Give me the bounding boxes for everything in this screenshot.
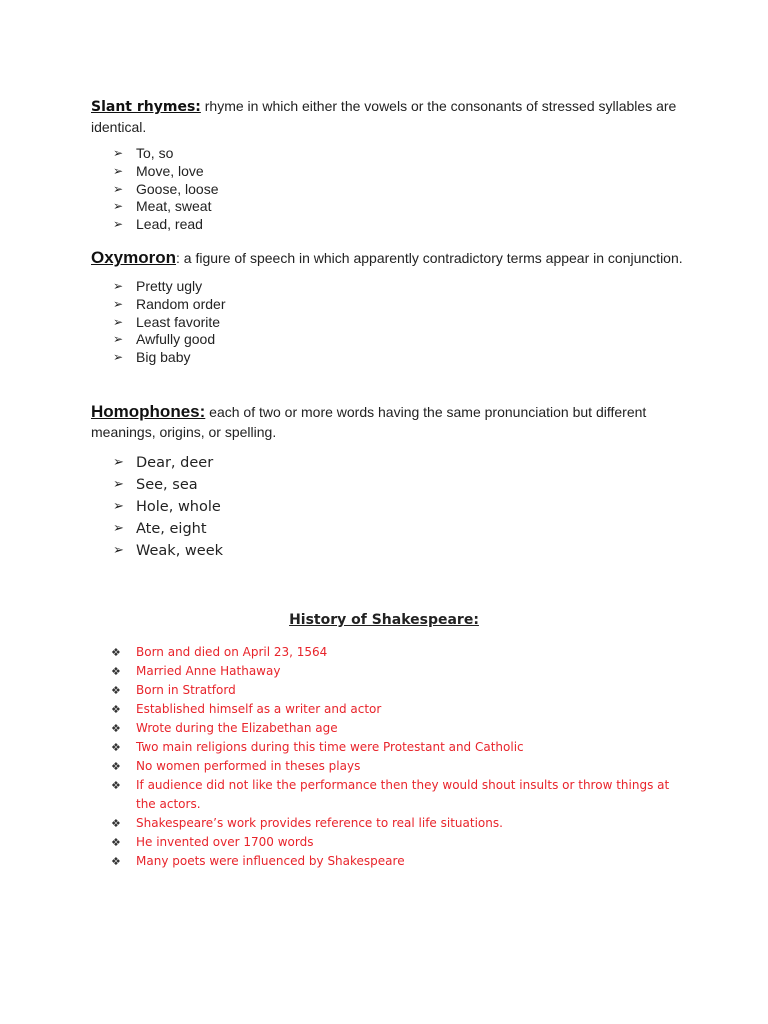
list-item: ➢ See, sea	[91, 474, 691, 496]
list-item: ➢ Lead, read	[113, 216, 203, 233]
arrow-bullet-icon: ➢	[113, 521, 124, 536]
diamond-bullet-icon: ❖	[111, 760, 121, 773]
homophones-list	[91, 452, 691, 562]
homophones-text: each of two or more words having the same pronunciation but different meanings, origins, or spelling.	[91, 404, 647, 440]
list-item: ❖ Shakespeare’s work provides reference to real life situations.	[91, 814, 676, 833]
arrow-bullet-icon: ➢	[113, 199, 124, 214]
list-item: ❖ Wrote during the Elizabethan age	[91, 719, 676, 738]
diamond-bullet-icon: ❖	[111, 855, 121, 868]
list-item: ➢ Hole, whole	[91, 496, 691, 518]
list-item: ❖ Married Anne Hathaway	[91, 662, 676, 681]
list-item: ➢ Random order	[113, 295, 226, 312]
arrow-bullet-icon: ➢	[113, 543, 124, 558]
arrow-bullet-icon: ➢	[113, 217, 124, 232]
slant-rhymes-term: Slant rhymes:	[91, 99, 201, 115]
diamond-bullet-icon: ❖	[111, 703, 121, 716]
diamond-bullet-icon: ❖	[111, 646, 121, 659]
list-item: ❖ Many poets were influenced by Shakespeare	[91, 852, 676, 871]
arrow-bullet-icon: ➢	[113, 163, 124, 178]
oxymoron-definition	[91, 248, 691, 268]
list-item: ➢ To, so	[113, 145, 174, 161]
arrow-bullet-icon: ➢	[113, 279, 124, 293]
list-item: ➢ Least favorite	[113, 313, 221, 330]
history-section	[91, 643, 691, 871]
homophones-section	[91, 402, 691, 562]
arrow-bullet-icon: ➢	[113, 146, 124, 160]
list-item: ➢ Awfully good	[113, 331, 216, 348]
list-item: ❖ No women performed in theses plays	[91, 757, 676, 776]
list-item: ➢ Goose, loose	[113, 180, 219, 197]
diamond-bullet-icon: ❖	[111, 779, 121, 792]
list-item: ➢ Move, love	[113, 162, 204, 179]
homophones-definition	[91, 402, 691, 442]
oxymoron-list	[91, 278, 691, 367]
list-item: ➢ Pretty ugly	[113, 278, 203, 294]
arrow-bullet-icon: ➢	[113, 181, 124, 196]
list-item: ➢ Weak, week	[91, 540, 691, 562]
list-item: ➢ Big baby	[113, 349, 191, 366]
slant-rhymes-list	[91, 145, 691, 234]
diamond-bullet-icon: ❖	[111, 722, 121, 735]
list-item: ❖ Born in Stratford	[91, 681, 676, 700]
slant-rhymes-text: rhyme in which either the vowels or the consonants of stressed syllables are identical.	[91, 98, 677, 135]
list-item: ➢ Meat, sweat	[113, 198, 212, 215]
homophones-term: Homophones:	[91, 402, 206, 421]
arrow-bullet-icon: ➢	[113, 296, 124, 311]
arrow-bullet-icon: ➢	[113, 499, 124, 514]
arrow-bullet-icon: ➢	[113, 455, 124, 470]
history-title: History of Shakespeare:	[289, 612, 479, 628]
list-item: ❖ He invented over 1700 words	[91, 833, 676, 852]
list-item: ❖ Born and died on April 23, 1564	[91, 643, 676, 662]
list-item: ❖ Established himself as a writer and actor	[91, 700, 676, 719]
diamond-bullet-icon: ❖	[111, 836, 121, 849]
arrow-bullet-icon: ➢	[113, 314, 124, 329]
arrow-bullet-icon: ➢	[113, 350, 124, 365]
history-list	[91, 643, 691, 871]
diamond-bullet-icon: ❖	[111, 741, 121, 754]
list-item: ➢ Dear, deer	[91, 452, 691, 474]
arrow-bullet-icon: ➢	[113, 477, 124, 492]
slant-rhymes-section	[91, 96, 691, 234]
diamond-bullet-icon: ❖	[111, 684, 121, 697]
oxymoron-section	[91, 248, 691, 367]
oxymoron-term: Oxymoron	[91, 248, 177, 267]
list-item: ❖ Two main religions during this time were Protestant and Catholic	[91, 738, 676, 757]
list-item: ➢ Ate, eight	[91, 518, 691, 540]
diamond-bullet-icon: ❖	[111, 817, 121, 830]
list-item: ❖ If audience did not like the performance then they would shout insults or throw things at the actors.	[111, 778, 670, 811]
oxymoron-text: : a figure of speech in which apparently contradictory terms appear in conjunction.	[176, 250, 683, 266]
diamond-bullet-icon: ❖	[111, 665, 121, 678]
arrow-bullet-icon: ➢	[113, 332, 124, 347]
slant-rhymes-definition	[91, 96, 691, 137]
